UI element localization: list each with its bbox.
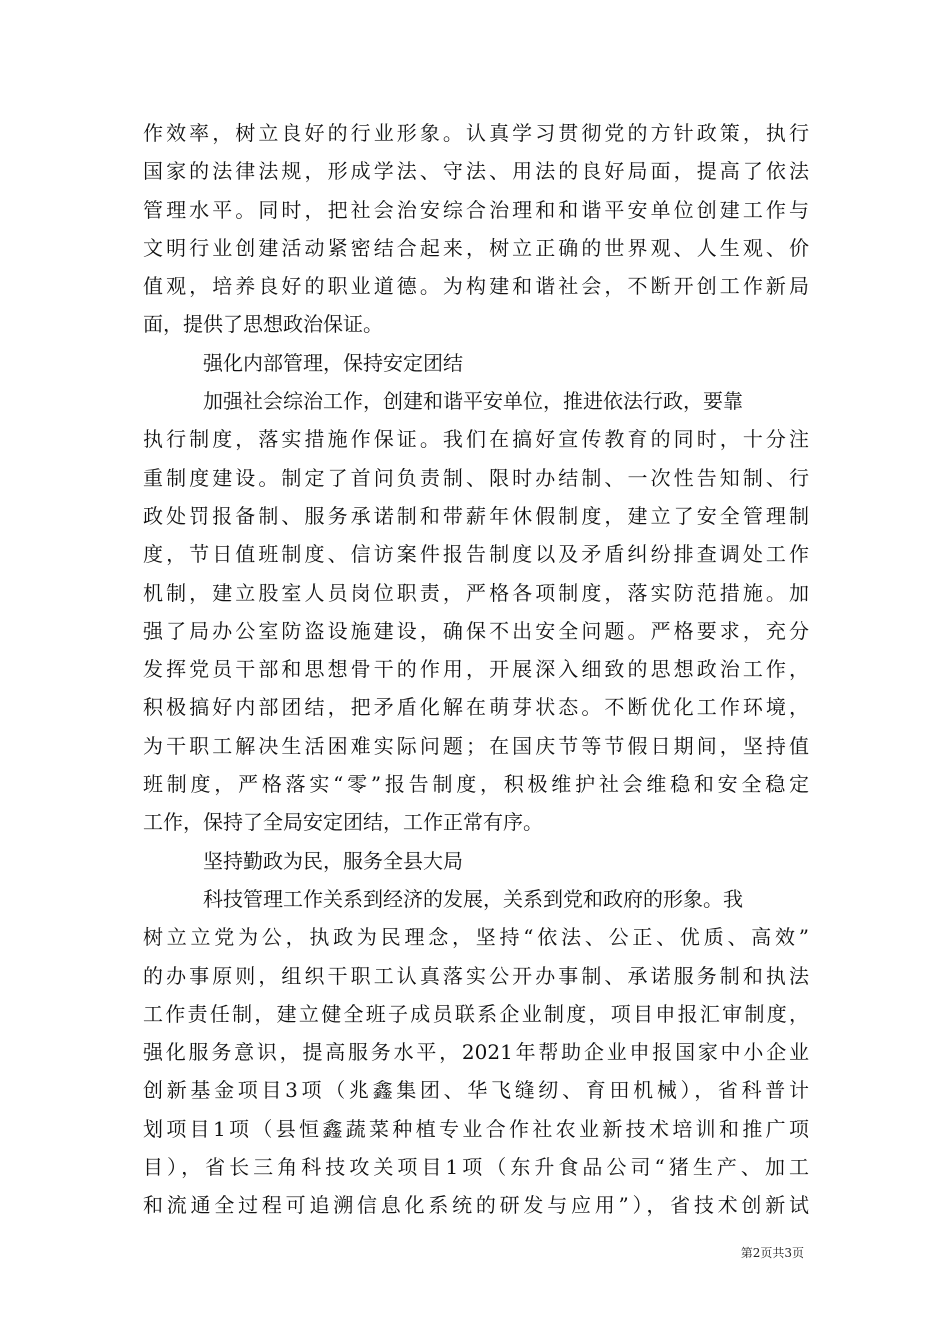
text-line: 科技管理工作关系到经济的发展，关系到党和政府的形象。我 bbox=[203, 886, 743, 911]
text-line: 强化服务意识，提高服务水平，2021年帮助企业申报国家中小企业 bbox=[143, 1040, 809, 1065]
section-heading: 强化内部管理，保持安定团结 bbox=[203, 350, 463, 375]
text-line: 作效率，树立良好的行业形象。认真学习贯彻党的方针政策，执行 bbox=[143, 121, 809, 145]
text-line: 面，提供了思想政治保证。 bbox=[143, 312, 383, 337]
text-line: 工作责任制，建立健全班子成员联系企业制度，项目申报汇审制度， bbox=[143, 1001, 809, 1026]
text-line: 政处罚报备制、服务承诺制和带薪年休假制度，建立了安全管理制 bbox=[143, 503, 809, 528]
text-line: 发挥党员干部和思想骨干的作用，开展深入细致的思想政治工作， bbox=[143, 657, 809, 682]
text-line: 国家的法律法规，形成学法、守法、用法的良好局面，提高了依法 bbox=[143, 159, 809, 184]
text-line: 管理水平。同时，把社会治安综合治理和和谐平安单位创建工作与 bbox=[143, 197, 809, 222]
text-line: 机制，建立股室人员岗位职责，严格各项制度，落实防范措施。加 bbox=[143, 580, 809, 605]
text-line: 工作，保持了全局安定团结，工作正常有序。 bbox=[143, 810, 543, 835]
text-line: 创新基金项目3项（兆鑫集团、华飞缝纫、育田机械），省科普计 bbox=[143, 1078, 809, 1103]
text-line: 度，节日值班制度、信访案件报告制度以及矛盾纠纷排查调处工作 bbox=[143, 542, 809, 567]
text-line: 加强社会综治工作，创建和谐平安单位，推进依法行政，要靠 bbox=[203, 389, 743, 414]
text-line: 为干职工解决生活困难实际问题；在国庆节等节假日期间，坚持值 bbox=[143, 733, 809, 758]
text-line: 目），省长三角科技攻关项目1项（东升食品公司“猪生产、加工 bbox=[143, 1155, 809, 1180]
page-number: 第2页共3页 bbox=[740, 1246, 804, 1260]
text-line: 和流通全过程可追溯信息化系统的研发与应用”），省技术创新试 bbox=[143, 1193, 809, 1218]
text-line: 积极搞好内部团结，把矛盾化解在萌芽状态。不断优化工作环境， bbox=[143, 695, 809, 720]
text-line: 树立立党为公，执政为民理念，坚持“依法、公正、优质、高效” bbox=[143, 925, 809, 950]
text-line: 文明行业创建活动紧密结合起来，树立正确的世界观、人生观、价 bbox=[143, 235, 809, 260]
text-line: 划项目1项（县恒鑫蔬菜种植专业合作社农业新技术培训和推广项 bbox=[143, 1116, 809, 1141]
document-body bbox=[143, 114, 809, 1225]
text-line: 强了局办公室防盗设施建设，确保不出安全问题。严格要求，充分 bbox=[143, 618, 809, 643]
text-line: 重制度建设。制定了首问负责制、限时办结制、一次性告知制、行 bbox=[143, 465, 809, 490]
text-line: 执行制度，落实措施作保证。我们在搞好宣传教育的同时，十分注 bbox=[143, 427, 809, 452]
text-line: 班制度，严格落实“零”报告制度，积极维护社会维稳和安全稳定 bbox=[143, 772, 809, 797]
text-line: 值观，培养良好的职业道德。为构建和谐社会，不断开创工作新局 bbox=[143, 274, 809, 299]
text-line: 的办事原则，组织干职工认真落实公开办事制、承诺服务制和执法 bbox=[143, 963, 809, 988]
section-heading: 坚持勤政为民，服务全县大局 bbox=[203, 848, 463, 873]
